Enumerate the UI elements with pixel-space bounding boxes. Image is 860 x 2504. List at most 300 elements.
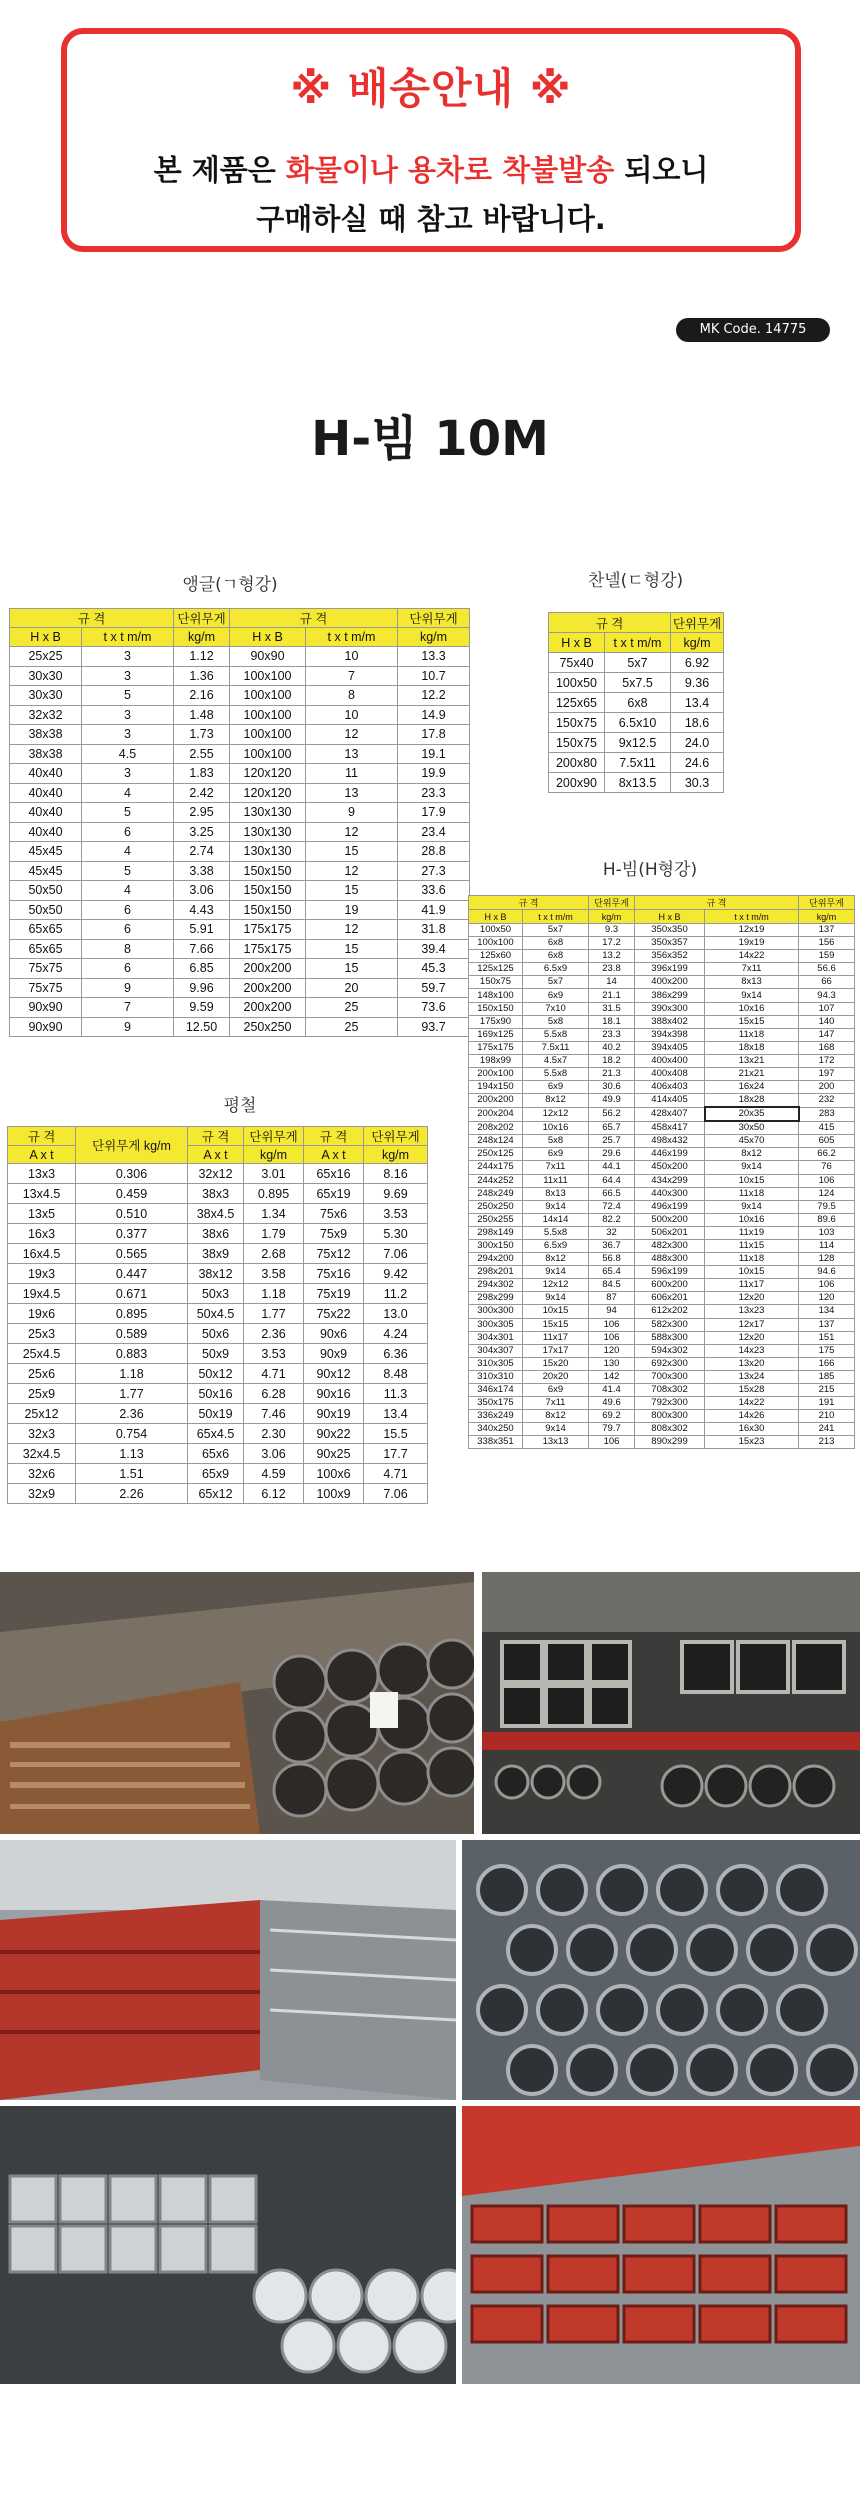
table-cell: 9x14 xyxy=(523,1292,589,1305)
table-cell: 56.8 xyxy=(589,1253,635,1266)
table-cell: 394x405 xyxy=(635,1041,705,1054)
table-cell: 5.30 xyxy=(364,1224,428,1244)
table-cell: 107 xyxy=(799,1002,855,1015)
table-cell: 50x19 xyxy=(188,1404,244,1424)
table-cell: 11x15 xyxy=(705,1239,799,1252)
table-cell: 244x252 xyxy=(469,1174,523,1187)
table-cell: 120 xyxy=(799,1292,855,1305)
table-cell: 2.16 xyxy=(174,686,230,706)
table-cell: 18x18 xyxy=(705,1041,799,1054)
table-cell: 49.6 xyxy=(589,1397,635,1410)
table-cell: 3.25 xyxy=(174,822,230,842)
table-cell: 6.5x9 xyxy=(523,963,589,976)
table-cell: 596x199 xyxy=(635,1266,705,1279)
shipping-notice xyxy=(61,28,801,252)
table-cell: 8x12 xyxy=(523,1094,589,1108)
table-cell: 250x250 xyxy=(469,1200,523,1213)
table-cell: 1.34 xyxy=(244,1204,304,1224)
table-cell: 1.48 xyxy=(174,705,230,725)
table-row xyxy=(469,1068,855,1081)
table-cell: 428x407 xyxy=(635,1107,705,1121)
table-cell: 76 xyxy=(799,1161,855,1174)
table-cell: 4 xyxy=(82,842,174,862)
table-cell: 12.2 xyxy=(398,686,470,706)
table-cell: 13x23 xyxy=(705,1305,799,1318)
table-row xyxy=(10,939,470,959)
table-row xyxy=(8,1364,428,1384)
table-cell: 5x7 xyxy=(605,653,671,673)
table-cell: 396x199 xyxy=(635,963,705,976)
table-header-row xyxy=(549,633,724,653)
table-row xyxy=(8,1204,428,1224)
table-cell: 13.4 xyxy=(671,693,724,713)
table-row xyxy=(469,1305,855,1318)
table-cell: 159 xyxy=(799,950,855,963)
table-cell: 3.53 xyxy=(244,1344,304,1364)
table-cell: 11x17 xyxy=(705,1279,799,1292)
table-row xyxy=(469,1292,855,1305)
table-cell: 496x199 xyxy=(635,1200,705,1213)
table-cell: 41.9 xyxy=(398,900,470,920)
table-cell: 5.5x8 xyxy=(523,1226,589,1239)
table-cell: 10 xyxy=(306,705,398,725)
table-row xyxy=(10,803,470,823)
table-cell: 588x300 xyxy=(635,1331,705,1344)
table-cell: 1.83 xyxy=(174,764,230,784)
table-cell: 200x90 xyxy=(549,773,605,793)
table-cell: 7x11 xyxy=(705,963,799,976)
table-row xyxy=(549,713,724,733)
red-channel-steel-photo xyxy=(462,2106,860,2384)
table-cell: 32x32 xyxy=(10,705,82,725)
table-cell: 15.5 xyxy=(364,1424,428,1444)
table-cell: 10x16 xyxy=(523,1121,589,1135)
table-cell: 232 xyxy=(799,1094,855,1108)
table-cell: 890x299 xyxy=(635,1436,705,1449)
table-cell: 400x200 xyxy=(635,976,705,989)
table-row xyxy=(10,861,470,881)
table-cell: 0.459 xyxy=(76,1184,188,1204)
table-cell: 130x130 xyxy=(230,822,306,842)
table-cell: 294x200 xyxy=(469,1253,523,1266)
table-row xyxy=(10,822,470,842)
header-cell: 규 격 xyxy=(10,609,174,628)
table-cell: 38x3 xyxy=(188,1184,244,1204)
table-cell: 12x20 xyxy=(705,1331,799,1344)
table-cell: 3.06 xyxy=(174,881,230,901)
table-cell: 0.895 xyxy=(244,1184,304,1204)
table-row xyxy=(469,1436,855,1449)
table-cell: 19 xyxy=(306,900,398,920)
table-row xyxy=(469,1002,855,1015)
header-cell: kg/m xyxy=(671,633,724,653)
table-row xyxy=(8,1464,428,1484)
flat-caption: 평철 xyxy=(223,1096,257,1116)
table-cell: 310x310 xyxy=(469,1370,523,1383)
table-cell: 65x12 xyxy=(188,1484,244,1504)
table-row xyxy=(469,1318,855,1331)
table-cell: 5.5x8 xyxy=(523,1068,589,1081)
table-cell: 130x130 xyxy=(230,842,306,862)
table-cell: 120x120 xyxy=(230,783,306,803)
table-cell: 13.2 xyxy=(589,950,635,963)
notice-line-1 xyxy=(67,148,795,189)
table-cell: 93.7 xyxy=(398,1017,470,1037)
table-cell: 3 xyxy=(82,647,174,667)
table-cell: 29.6 xyxy=(589,1148,635,1161)
table-cell: 11x11 xyxy=(523,1174,589,1187)
table-cell: 100x100 xyxy=(230,744,306,764)
table-cell: 150x75 xyxy=(469,976,523,989)
table-cell: 16x4.5 xyxy=(8,1244,76,1264)
table-row xyxy=(8,1484,428,1504)
mk-code-badge: MK Code. 14775 xyxy=(676,318,830,342)
table-cell: 82.2 xyxy=(589,1213,635,1226)
table-cell: 450x200 xyxy=(635,1161,705,1174)
table-row xyxy=(10,725,470,745)
table-cell: 13x5 xyxy=(8,1204,76,1224)
table-cell: 106 xyxy=(589,1318,635,1331)
table-cell: 200x80 xyxy=(549,753,605,773)
table-cell: 45x70 xyxy=(705,1135,799,1148)
table-cell: 9x14 xyxy=(705,1161,799,1174)
table-cell: 66.5 xyxy=(589,1187,635,1200)
table-cell: 0.589 xyxy=(76,1324,188,1344)
table-cell: 7x10 xyxy=(523,1002,589,1015)
table-cell: 0.895 xyxy=(76,1304,188,1324)
table-cell: 7.46 xyxy=(244,1404,304,1424)
table-cell: 13x4.5 xyxy=(8,1184,76,1204)
table-cell: 4 xyxy=(82,881,174,901)
table-cell: 708x302 xyxy=(635,1384,705,1397)
table-cell: 5 xyxy=(82,803,174,823)
table-cell: 808x302 xyxy=(635,1423,705,1436)
table-cell: 11x19 xyxy=(705,1226,799,1239)
header-cell: kg/m xyxy=(398,628,470,647)
table-row xyxy=(469,1253,855,1266)
table-cell: 50x4.5 xyxy=(188,1304,244,1324)
table-row xyxy=(549,653,724,673)
table-cell: 106 xyxy=(589,1436,635,1449)
table-cell: 5x8 xyxy=(523,1015,589,1028)
table-cell: 0.377 xyxy=(76,1224,188,1244)
table-cell: 10x16 xyxy=(705,1213,799,1226)
table-cell: 148x100 xyxy=(469,989,523,1002)
table-row xyxy=(10,959,470,979)
table-cell: 5x7.5 xyxy=(605,673,671,693)
header-cell: 단위무게 xyxy=(398,609,470,628)
table-row xyxy=(469,1135,855,1148)
table-cell: 390x300 xyxy=(635,1002,705,1015)
table-cell: 336x249 xyxy=(469,1410,523,1423)
table-cell: 65x19 xyxy=(304,1184,364,1204)
header-cell: 단위무게 xyxy=(364,1127,428,1146)
table-cell: 16x24 xyxy=(705,1081,799,1094)
table-cell: 2.36 xyxy=(76,1404,188,1424)
table-cell: 65x65 xyxy=(10,939,82,959)
table-cell: 2.26 xyxy=(76,1484,188,1504)
table-cell: 6.85 xyxy=(174,959,230,979)
table-cell: 65x9 xyxy=(188,1464,244,1484)
table-cell: 30x30 xyxy=(10,666,82,686)
table-cell: 194x150 xyxy=(469,1081,523,1094)
table-cell: 3 xyxy=(82,705,174,725)
table-cell: 84.5 xyxy=(589,1279,635,1292)
table-cell: 8x13 xyxy=(705,976,799,989)
table-cell: 32x3 xyxy=(8,1424,76,1444)
table-row xyxy=(10,647,470,667)
table-cell: 23.4 xyxy=(398,822,470,842)
table-row xyxy=(469,1174,855,1187)
table-cell: 9 xyxy=(82,1017,174,1037)
table-cell: 31.5 xyxy=(589,1002,635,1015)
table-cell: 19x3 xyxy=(8,1264,76,1284)
table-cell: 594x302 xyxy=(635,1344,705,1357)
table-cell: 6x8 xyxy=(523,937,589,950)
table-cell: 200x200 xyxy=(230,998,306,1018)
table-cell: 248x249 xyxy=(469,1187,523,1200)
table-cell: 7x11 xyxy=(523,1397,589,1410)
table-cell: 175x175 xyxy=(230,920,306,940)
table-cell: 50x16 xyxy=(188,1384,244,1404)
table-row xyxy=(8,1344,428,1364)
table-row xyxy=(549,753,724,773)
page-title: H-빔 10M xyxy=(311,411,549,467)
table-cell: 75x22 xyxy=(304,1304,364,1324)
table-cell: 17.8 xyxy=(398,725,470,745)
table-cell: 13 xyxy=(306,744,398,764)
table-cell: 415 xyxy=(799,1121,855,1135)
table-header-row xyxy=(469,896,855,910)
table-cell: 10x15 xyxy=(523,1305,589,1318)
table-cell: 7.66 xyxy=(174,939,230,959)
table-cell: 10.7 xyxy=(398,666,470,686)
table-cell: 18x28 xyxy=(705,1094,799,1108)
table-cell: 283 xyxy=(799,1107,855,1121)
table-row xyxy=(469,1054,855,1067)
table-cell: 18.1 xyxy=(589,1015,635,1028)
table-cell: 14x23 xyxy=(705,1344,799,1357)
table-cell: 15x20 xyxy=(523,1357,589,1370)
header-cell: 규 격 xyxy=(188,1127,244,1146)
table-cell: 12x17 xyxy=(705,1318,799,1331)
table-cell: 1.77 xyxy=(76,1384,188,1404)
table-cell: 340x250 xyxy=(469,1423,523,1436)
hbeam-spec-table xyxy=(468,895,855,1449)
table-cell: 175x175 xyxy=(230,939,306,959)
table-cell: 137 xyxy=(799,1318,855,1331)
table-cell: 32x12 xyxy=(188,1164,244,1184)
table-cell: 6x9 xyxy=(523,1384,589,1397)
table-cell: 406x403 xyxy=(635,1081,705,1094)
table-cell: 50x3 xyxy=(188,1284,244,1304)
table-cell: 65.4 xyxy=(589,1266,635,1279)
table-cell: 6x9 xyxy=(523,1081,589,1094)
header-cell: t x t m/m xyxy=(523,910,589,924)
table-cell: 13x13 xyxy=(523,1436,589,1449)
table-row xyxy=(469,1370,855,1383)
table-cell: 10 xyxy=(306,647,398,667)
table-cell: 9.3 xyxy=(589,924,635,937)
table-cell: 1.18 xyxy=(76,1364,188,1384)
table-cell: 200 xyxy=(799,1081,855,1094)
table-cell: 2.36 xyxy=(244,1324,304,1344)
table-cell: 106 xyxy=(589,1331,635,1344)
table-cell: 356x352 xyxy=(635,950,705,963)
table-cell: 5.5x8 xyxy=(523,1028,589,1041)
table-row xyxy=(469,1187,855,1200)
table-cell: 9.96 xyxy=(174,978,230,998)
table-cell: 75x12 xyxy=(304,1244,364,1264)
table-cell: 8x13.5 xyxy=(605,773,671,793)
table-cell: 9.36 xyxy=(671,673,724,693)
table-cell: 38x6 xyxy=(188,1224,244,1244)
table-cell: 5.91 xyxy=(174,920,230,940)
table-cell: 69.2 xyxy=(589,1410,635,1423)
header-cell: H x B xyxy=(635,910,705,924)
header-cell: kg/m xyxy=(174,628,230,647)
header-cell: 규 격 xyxy=(549,613,671,633)
table-cell: 38x38 xyxy=(10,725,82,745)
table-cell: 12x12 xyxy=(523,1279,589,1292)
table-cell: 89.6 xyxy=(799,1213,855,1226)
table-cell: 3.06 xyxy=(244,1444,304,1464)
table-cell: 3.01 xyxy=(244,1164,304,1184)
notice-line-2: 구매하실 때 참고 바랍니다. xyxy=(256,202,606,236)
table-cell: 94.6 xyxy=(799,1266,855,1279)
table-row xyxy=(10,666,470,686)
table-cell: 250x255 xyxy=(469,1213,523,1226)
table-cell: 25x4.5 xyxy=(8,1344,76,1364)
header-cell: t x t m/m xyxy=(605,633,671,653)
table-cell: 15 xyxy=(306,842,398,862)
table-cell: 338x351 xyxy=(469,1436,523,1449)
header-cell: 규 격 xyxy=(469,896,589,910)
table-cell: 6 xyxy=(82,959,174,979)
table-cell: 79.7 xyxy=(589,1423,635,1436)
table-cell: 75x6 xyxy=(304,1204,364,1224)
header-cell: 단위무게 xyxy=(244,1127,304,1146)
table-cell: 150x75 xyxy=(549,713,605,733)
table-cell: 11.3 xyxy=(364,1384,428,1404)
table-cell: 4.71 xyxy=(244,1364,304,1384)
table-header-row xyxy=(10,609,470,628)
table-cell: 30x30 xyxy=(10,686,82,706)
table-cell: 100x6 xyxy=(304,1464,364,1484)
table-row xyxy=(549,693,724,713)
table-row xyxy=(10,783,470,803)
table-cell: 14x14 xyxy=(523,1213,589,1226)
table-cell: 130 xyxy=(589,1357,635,1370)
header-cell: H x B xyxy=(469,910,523,924)
table-cell: 12x20 xyxy=(705,1292,799,1305)
table-row xyxy=(469,1213,855,1226)
table-cell: 600x200 xyxy=(635,1279,705,1292)
table-cell: 12x19 xyxy=(705,924,799,937)
header-cell: H x B xyxy=(10,628,82,647)
table-row xyxy=(469,1397,855,1410)
table-cell: 8 xyxy=(306,686,398,706)
table-cell: 500x200 xyxy=(635,1213,705,1226)
table-cell: 120 xyxy=(589,1344,635,1357)
table-cell: 4.43 xyxy=(174,900,230,920)
table-cell: 6 xyxy=(82,822,174,842)
table-cell: 75x75 xyxy=(10,978,82,998)
table-cell: 75x75 xyxy=(10,959,82,979)
table-cell: 75x19 xyxy=(304,1284,364,1304)
table-cell: 210 xyxy=(799,1410,855,1423)
header-cell: H x B xyxy=(230,628,306,647)
table-cell: 114 xyxy=(799,1239,855,1252)
table-cell: 72.4 xyxy=(589,1200,635,1213)
channel-caption: 찬넬(ㄷ형강) xyxy=(587,571,684,591)
table-cell: 198x99 xyxy=(469,1054,523,1067)
table-cell: 9.69 xyxy=(364,1184,428,1204)
table-cell: 15 xyxy=(306,881,398,901)
header-cell: H x B xyxy=(549,633,605,653)
channel-spec-table xyxy=(548,612,724,793)
table-cell: 30x50 xyxy=(705,1121,799,1135)
table-cell: 8x12 xyxy=(523,1410,589,1423)
table-cell: 3 xyxy=(82,764,174,784)
table-cell: 45x45 xyxy=(10,861,82,881)
table-cell: 142 xyxy=(589,1370,635,1383)
table-cell: 20x20 xyxy=(523,1370,589,1383)
table-cell: 208x202 xyxy=(469,1121,523,1135)
table-row xyxy=(469,924,855,937)
table-cell: 90x90 xyxy=(10,1017,82,1037)
table-cell: 9x14 xyxy=(705,1200,799,1213)
table-cell: 13 xyxy=(306,783,398,803)
table-cell: 6x9 xyxy=(523,1148,589,1161)
header-cell: kg/m xyxy=(364,1146,428,1164)
table-row xyxy=(8,1284,428,1304)
table-cell: 0.671 xyxy=(76,1284,188,1304)
table-cell: 73.6 xyxy=(398,998,470,1018)
table-cell: 125x125 xyxy=(469,963,523,976)
table-cell: 350x350 xyxy=(635,924,705,937)
table-cell: 8x12 xyxy=(523,1253,589,1266)
table-header-row xyxy=(10,628,470,647)
table-cell: 6.28 xyxy=(244,1384,304,1404)
table-row xyxy=(8,1384,428,1404)
table-row xyxy=(469,963,855,976)
table-cell: 25.7 xyxy=(589,1135,635,1148)
table-cell: 12 xyxy=(306,822,398,842)
table-cell: 125x65 xyxy=(549,693,605,713)
table-row xyxy=(469,1266,855,1279)
table-row xyxy=(8,1184,428,1204)
table-cell: 6 xyxy=(82,920,174,940)
table-cell: 90x19 xyxy=(304,1404,364,1424)
table-cell: 175 xyxy=(799,1344,855,1357)
table-cell: 75x9 xyxy=(304,1224,364,1244)
table-cell: 446x199 xyxy=(635,1148,705,1161)
table-cell: 106 xyxy=(799,1174,855,1187)
table-cell: 11 xyxy=(306,764,398,784)
table-row xyxy=(469,1081,855,1094)
table-cell: 94 xyxy=(589,1305,635,1318)
table-row xyxy=(469,1041,855,1054)
table-cell: 45.3 xyxy=(398,959,470,979)
table-cell: 8x13 xyxy=(523,1187,589,1200)
header-cell: 단위무게 xyxy=(799,896,855,910)
table-cell: 13x3 xyxy=(8,1164,76,1184)
header-cell: t x t m/m xyxy=(306,628,398,647)
table-cell: 298x201 xyxy=(469,1266,523,1279)
table-cell: 294x302 xyxy=(469,1279,523,1292)
table-cell: 1.36 xyxy=(174,666,230,686)
